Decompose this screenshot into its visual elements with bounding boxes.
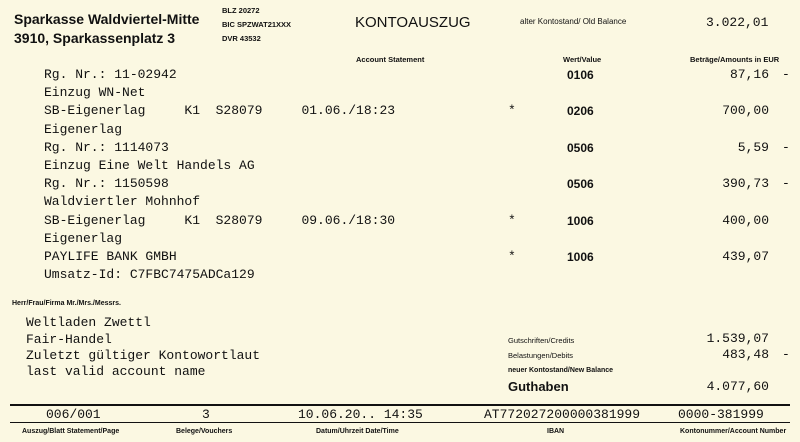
col-value: Wert/Value [563, 55, 602, 64]
footer-datetime: 10.06.20.. 14:35 [298, 407, 423, 422]
footer-rule-bottom [10, 422, 790, 423]
footer-vouchers-label: Belege/Vouchers [176, 428, 233, 435]
line-star: * [508, 213, 516, 228]
col-amounts: Beträge/Amounts in EUR [690, 55, 780, 64]
debits-value: 483,48 [722, 347, 769, 362]
bank-name: Sparkasse Waldviertel-Mitte [14, 11, 200, 27]
holder-line-4: last valid account name [26, 364, 206, 379]
line-value-date: 0506 [567, 141, 594, 155]
footer-iban-label: IBAN [547, 428, 565, 435]
line-star: * [508, 103, 516, 118]
old-balance-value: 3.022,01 [706, 15, 769, 30]
footer-datetime-label: Datum/Uhrzeit Date/Time [316, 428, 399, 435]
footer-vouchers: 3 [202, 407, 210, 422]
line-amount: 400,00 [722, 213, 769, 228]
footer-page-label: Auszug/Blatt Statement/Page [22, 428, 120, 435]
line-sign: - [782, 140, 790, 155]
line-text: SB-Eigenerlag K1 S28079 01.06./18:23 [44, 103, 396, 118]
holder-line-2: Fair-Handel [26, 332, 112, 347]
line-text: Eigenerlag [44, 231, 123, 246]
line-amount: 87,16 [729, 67, 769, 82]
line-text: Eigenerlag [44, 122, 123, 137]
line-text: Einzug Eine Welt Handels AG [44, 158, 255, 173]
line-value-date: 1006 [567, 214, 594, 228]
line-value-date: 0206 [567, 104, 594, 118]
line-amount: 5,59 [737, 140, 769, 155]
line-text: SB-Eigenerlag K1 S28079 09.06./18:30 [44, 213, 396, 228]
bank-address: 3910, Sparkassenplatz 3 [14, 30, 176, 46]
holder-line-3: Zuletzt gültiger Kontowortlaut [26, 348, 261, 363]
old-balance-label: alter Kontostand/ Old Balance [520, 17, 627, 26]
line-text: Rg. Nr.: 11-02942 [44, 67, 177, 82]
debits-sign: - [782, 347, 790, 362]
line-text: Einzug WN-Net [44, 85, 146, 100]
line-text: Waldviertler Mohnhof [44, 194, 201, 209]
new-balance-label: neuer Kontostand/New Balance [508, 367, 614, 374]
credits-label: Gutschriften/Credits [508, 336, 575, 345]
holder-line-1: Weltladen Zwettl [26, 315, 151, 330]
line-value-date: 0106 [567, 68, 594, 82]
line-star: * [508, 249, 516, 264]
line-value-date: 1006 [567, 250, 594, 264]
line-text: PAYLIFE BANK GMBH [44, 249, 177, 264]
line-value-date: 0506 [567, 177, 594, 191]
footer-rule-top [10, 404, 790, 406]
debits-label: Belastungen/Debits [508, 351, 574, 360]
line-amount: 439,07 [722, 249, 769, 264]
line-text: Rg. Nr.: 1150598 [44, 176, 169, 191]
line-amount: 700,00 [722, 103, 769, 118]
credits-value: 1.539,07 [706, 331, 769, 346]
document-title: KONTOAUSZUG [355, 14, 471, 31]
line-sign: - [782, 176, 790, 191]
line-text: Rg. Nr.: 1114073 [44, 140, 169, 155]
footer-page: 006/001 [46, 407, 101, 422]
footer-account: 0000-381999 [678, 407, 764, 422]
bic: BIC SPZWAT21XXX [222, 20, 292, 29]
line-text: Umsatz-Id: C7FBC7475ADCa129 [44, 267, 255, 282]
footer-iban: AT772027200000381999 [484, 407, 641, 422]
col-statement: Account Statement [356, 55, 425, 64]
line-sign: - [782, 67, 790, 82]
line-amount: 390,73 [722, 176, 769, 191]
dvr: DVR 43532 [222, 34, 261, 43]
guthaben-label: Guthaben [508, 379, 569, 394]
footer-account-label: Kontonummer/Account Number [680, 428, 787, 435]
new-balance-value: 4.077,60 [706, 379, 769, 394]
holder-label: Herr/Frau/Firma Mr./Mrs./Messrs. [12, 300, 121, 307]
blz: BLZ 20272 [222, 6, 260, 15]
